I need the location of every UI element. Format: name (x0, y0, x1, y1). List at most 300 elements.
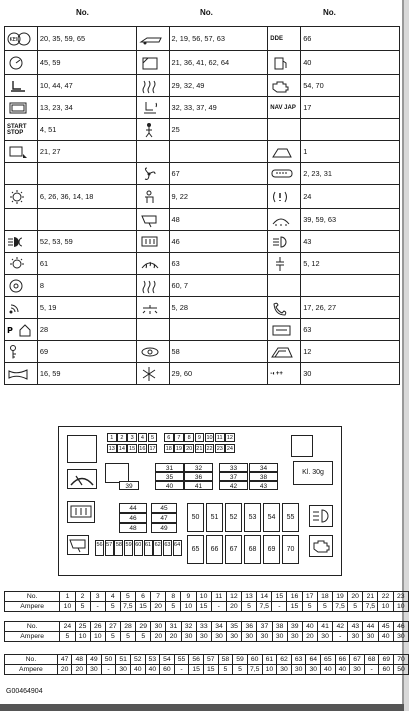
legend-fuse-numbers (301, 119, 400, 141)
ampere-value-cell: - (333, 632, 348, 642)
ampere-value-cell: 30 (116, 665, 131, 675)
fuse-11: 11 (216, 435, 223, 441)
ampere-value-cell: - (272, 602, 287, 612)
legend-fuse-numbers: 54, 70 (301, 75, 400, 97)
legend-row (5, 341, 400, 363)
fuse-number-cell: 35 (227, 622, 242, 632)
fuse-17: 17 (149, 446, 156, 452)
ampere-value-cell: 5 (60, 632, 75, 642)
fuse-15: 15 (129, 446, 136, 452)
legend-icon-cell (5, 319, 38, 341)
legend-icon-cell (5, 185, 38, 209)
fuse-number-cell: 46 (393, 622, 408, 632)
fuse-32: 32 (184, 463, 213, 472)
row-ampere (5, 665, 409, 675)
ampere-value-cell: 15 (196, 602, 211, 612)
legend-fuse-numbers: 10, 44, 47 (37, 75, 136, 97)
ampere-value-cell: 10 (181, 602, 196, 612)
dde-icon: DDE (270, 35, 283, 42)
legend-icon-cell (5, 341, 38, 363)
legend-row (5, 231, 400, 253)
ampere-value-cell: 7,5 (247, 665, 262, 675)
fuse-31: 31 (155, 463, 184, 472)
legend-fuse-numbers: 39, 59, 63 (301, 209, 400, 231)
legend-row (5, 75, 400, 97)
engine-icon (270, 78, 294, 94)
seat-heat-icon (139, 100, 163, 116)
airbag-icon (7, 31, 31, 47)
legend-fuse-numbers (37, 163, 136, 185)
fuse-number-cell: 2 (75, 592, 90, 602)
fuse-number-cell: 68 (364, 655, 379, 665)
legend-icon-cell (268, 97, 301, 119)
empty-slot-mid (105, 463, 129, 483)
ampere-value-cell: 5 (233, 665, 248, 675)
ampere-value-cell: 30 (196, 632, 211, 642)
ampere-table-2 (4, 621, 409, 642)
fuse-4: 4 (138, 433, 148, 442)
fuse-68: 68 (244, 535, 261, 564)
legend-fuse-numbers: 66 (301, 27, 400, 51)
fuse-number-cell: 37 (257, 622, 272, 632)
fuse-38: 38 (249, 472, 278, 481)
fuse-number-cell: 30 (151, 622, 166, 632)
legend-fuse-numbers: 21, 27 (37, 141, 136, 163)
legend-fuse-numbers: 2, 23, 31 (301, 163, 400, 185)
ampere-table-1 (4, 591, 409, 612)
legend-fuse-numbers: 52, 53, 59 (37, 231, 136, 253)
ampere-value-cell: 30 (272, 632, 287, 642)
header-no-1: No. (76, 8, 89, 17)
legend-fuse-numbers: 6, 26, 36, 14, 18 (37, 185, 136, 209)
fuse-number-cell: 27 (105, 622, 120, 632)
ampere-value-cell: 20 (302, 632, 317, 642)
fuse-12: 12 (226, 435, 233, 441)
legend-fuse-numbers: 5, 28 (169, 297, 268, 319)
dome-light-icon (139, 300, 163, 316)
fuse-49: 49 (151, 523, 177, 533)
nav-jap-icon: NAV JAP (270, 104, 296, 111)
key-icon (7, 344, 31, 360)
fuse-number-cell: 48 (72, 655, 87, 665)
legend-fuse-numbers: 45, 59 (37, 51, 136, 75)
fuse-number-cell: 20 (348, 592, 363, 602)
ampere-value-cell: 30 (291, 665, 306, 675)
fuse-63: 63 (163, 540, 172, 556)
fuse-56: 56 (95, 540, 104, 556)
legend-icon-cell (268, 141, 301, 163)
ampere-value-cell: - (101, 665, 116, 675)
ampere-value-cell: 60 (160, 665, 175, 675)
ampere-value-cell: 5 (166, 602, 181, 612)
gauge-icon (7, 55, 31, 71)
legend-row (5, 253, 400, 275)
legend-fuse-numbers: 63 (169, 253, 268, 275)
fuse-number-cell: 65 (321, 655, 336, 665)
fuse-number-cell: 43 (348, 622, 363, 632)
fuse-21: 21 (196, 446, 203, 452)
legend-icon-cell (268, 253, 301, 275)
car-window-icon (270, 344, 294, 360)
person-icon (139, 122, 163, 138)
fuse-number-cell: 3 (90, 592, 105, 602)
lights-icon (7, 234, 31, 250)
fuse-number-cell: 38 (272, 622, 287, 632)
fuse-69: 69 (263, 535, 280, 564)
legend-fuse-numbers: 60, 7 (169, 275, 268, 297)
legend-fuse-numbers: 69 (37, 341, 136, 363)
row-no (5, 592, 409, 602)
wireless-icon (7, 300, 31, 316)
fuse-number-cell: 45 (378, 622, 393, 632)
ampere-value-cell: 7,5 (120, 602, 135, 612)
legend-row (5, 27, 400, 51)
legend-icon-cell (5, 141, 38, 163)
fuse-number-cell: 69 (379, 655, 394, 665)
ampere-value-cell: 30 (318, 632, 333, 642)
legend-icon-cell (136, 75, 169, 97)
legend-icon-cell (5, 163, 38, 185)
ampere-value-cell: 20 (151, 632, 166, 642)
fuse-number-cell: 5 (120, 592, 135, 602)
legend-icon-cell (136, 253, 169, 275)
ampere-value-cell: 5 (348, 602, 363, 612)
fuse-number-cell: 10 (196, 592, 211, 602)
fuse-number-cell: 4 (105, 592, 120, 602)
ampere-value-cell: 20 (72, 665, 87, 675)
hood-icon (139, 31, 163, 47)
fuse-number-cell: 24 (60, 622, 75, 632)
no-label: No. (5, 655, 58, 665)
fuse-number-cell: 29 (136, 622, 151, 632)
fuse-number-cell: 6 (135, 592, 150, 602)
legend-row (5, 363, 400, 385)
fuse-number-cell: 42 (333, 622, 348, 632)
ampere-value-cell: 30 (287, 632, 302, 642)
fuse-number-cell: 62 (277, 655, 292, 665)
ampere-value-cell: 30 (363, 632, 378, 642)
fuse-number-cell: 21 (363, 592, 378, 602)
fuse-number-cell: 1 (60, 592, 75, 602)
ampere-value-cell: - (364, 665, 379, 675)
fuse-34: 34 (249, 463, 278, 472)
fuse-number-cell: 19 (332, 592, 347, 602)
ampere-value-cell: 30 (393, 632, 408, 642)
fuse-number-cell: 25 (75, 622, 90, 632)
headlight-adjust-icon (270, 234, 294, 250)
legend-icon-cell (5, 27, 38, 51)
park-home-icon (7, 322, 31, 338)
legend-fuse-numbers: 17 (301, 97, 400, 119)
socket-icon: -◐++ (270, 370, 283, 377)
empty-slot-top-left (67, 435, 97, 463)
start-stop-icon: START STOP (7, 123, 27, 136)
fuse-7: 7 (174, 433, 184, 442)
fuse-number-cell: 36 (242, 622, 257, 632)
fuse-65: 65 (187, 535, 204, 564)
legend-icon-cell (136, 51, 169, 75)
legend-icon-cell (5, 51, 38, 75)
legend-row (5, 51, 400, 75)
ampere-value-cell: 60 (379, 665, 394, 675)
legend-icon-cell (268, 163, 301, 185)
display-icon (7, 100, 31, 116)
legend-icon-cell (136, 363, 169, 385)
ampere-value-cell: 30 (211, 632, 226, 642)
legend-icon-cell (268, 275, 301, 297)
legend-icon-cell (268, 209, 301, 231)
legend-row (5, 163, 400, 185)
ampere-value-cell: 15 (287, 602, 302, 612)
ampere-value-cell: 10 (75, 632, 90, 642)
legend-fuse-numbers: 5, 12 (301, 253, 400, 275)
legend-icon-cell (268, 341, 301, 363)
row-no (5, 622, 409, 632)
engine-icon (309, 535, 333, 557)
fuse-50: 50 (187, 503, 204, 532)
legend-icon-cell (5, 253, 38, 275)
legend-icon-cell (136, 231, 169, 253)
fuse-number-cell: 22 (378, 592, 393, 602)
ampere-value-cell: 30 (242, 632, 257, 642)
legend-fuse-numbers: 21, 36, 41, 62, 64 (169, 51, 268, 75)
legend-row (5, 141, 400, 163)
legend-fuse-numbers: 46 (169, 231, 268, 253)
fuse-number-cell: 66 (335, 655, 350, 665)
legend-icon-cell (5, 275, 38, 297)
eye-icon (139, 344, 163, 360)
legend-fuse-numbers: 16, 59 (37, 363, 136, 385)
legend-row (5, 119, 400, 141)
legend-row (5, 297, 400, 319)
fuse-number-cell: 40 (302, 622, 317, 632)
fuse-number-cell: 18 (317, 592, 332, 602)
header-no-3: No. (323, 8, 336, 17)
legend-row (5, 275, 400, 297)
cd-icon (7, 278, 31, 294)
fuse-number-cell: 64 (306, 655, 321, 665)
fuse-number-cell: 41 (318, 622, 333, 632)
ampere-value-cell: 15 (135, 602, 150, 612)
fan-icon (139, 166, 163, 182)
fuse-55: 55 (282, 503, 299, 532)
fuse-number-cell: 39 (287, 622, 302, 632)
fuse-59: 59 (124, 540, 133, 556)
fuse-number-cell: 14 (257, 592, 272, 602)
legend-fuse-numbers (301, 275, 400, 297)
rear-defrost-icon (139, 234, 163, 250)
fuse-number-cell: 52 (130, 655, 145, 665)
fuse-13: 13 (108, 446, 115, 452)
fuse-box-diagram (58, 426, 342, 576)
legend-icon-cell (268, 75, 301, 97)
fuse-number-cell: 16 (287, 592, 302, 602)
fuse-37: 37 (219, 472, 248, 481)
display-arrow-icon (7, 144, 31, 160)
legend-fuse-numbers: 24 (301, 185, 400, 209)
legend-fuse-numbers: 9, 22 (169, 185, 268, 209)
ampere-value-cell: 5 (105, 602, 120, 612)
svg-text:P: P (7, 325, 13, 335)
fuse-53: 53 (244, 503, 261, 532)
horn-icon (7, 366, 31, 382)
row-ampere (5, 632, 409, 642)
phone-icon (270, 300, 294, 316)
ampere-value-cell: 5 (105, 632, 120, 642)
fuse-number-cell: 23 (393, 592, 408, 602)
legend-fuse-numbers: 8 (37, 275, 136, 297)
fuse-number-cell: 17 (302, 592, 317, 602)
wiper-heat-icon (139, 256, 163, 272)
ampere-value-cell: 15 (203, 665, 218, 675)
ampere-value-cell: 5 (120, 632, 135, 642)
ampere-value-cell: 5 (136, 632, 151, 642)
legend-row (5, 209, 400, 231)
fuse-62: 62 (153, 540, 162, 556)
ampere-value-cell: - (211, 602, 226, 612)
legend-fuse-numbers: 13, 23, 34 (37, 97, 136, 119)
legend-icon-cell (5, 297, 38, 319)
fuse-42: 42 (219, 481, 248, 490)
fuse-3: 3 (127, 433, 137, 442)
seat-adjust-icon (7, 78, 31, 94)
fuse-6: 6 (164, 433, 174, 442)
ampere-value-cell: 7,5 (257, 602, 272, 612)
fuse-number-cell: 28 (120, 622, 135, 632)
rear-window-icon (270, 144, 294, 160)
headlight-adjust-icon (309, 505, 333, 527)
fuse-64: 64 (173, 540, 182, 556)
fuse-number-cell: 67 (350, 655, 365, 665)
ampere-value-cell: 5 (241, 602, 256, 612)
fuse-number-cell: 56 (189, 655, 204, 665)
no-label: No. (5, 622, 60, 632)
legend-icon-cell (5, 209, 38, 231)
legend-icon-cell (136, 97, 169, 119)
ampere-value-cell: 20 (57, 665, 72, 675)
legend-fuse-numbers: 61 (37, 253, 136, 275)
fuse-67: 67 (225, 535, 242, 564)
legend-icon-cell (136, 297, 169, 319)
ampere-value-cell: 40 (321, 665, 336, 675)
ampere-value-cell: 40 (335, 665, 350, 675)
legend-icon-cell (268, 319, 301, 341)
badge-icon (270, 166, 294, 182)
fuse-9: 9 (195, 433, 205, 442)
fuse-number-cell: 53 (145, 655, 160, 665)
legend-fuse-numbers: 1 (301, 141, 400, 163)
fuse-number-cell: 13 (241, 592, 256, 602)
ampere-value-cell: 40 (130, 665, 145, 675)
fuse-60: 60 (134, 540, 143, 556)
ampere-value-cell: 40 (145, 665, 160, 675)
fuse-number-cell: 8 (166, 592, 181, 602)
legend-icon-cell (268, 51, 301, 75)
fuse-number-cell: 33 (196, 622, 211, 632)
legend-fuse-numbers: 12 (301, 341, 400, 363)
ampere-value-cell: 10 (262, 665, 277, 675)
heat-icon (139, 278, 163, 294)
fuse-48: 48 (119, 523, 147, 533)
fuse-1: 1 (107, 433, 117, 442)
figure-code: G00464904 (6, 688, 43, 695)
fuse-number-cell: 60 (247, 655, 262, 665)
legend-fuse-numbers (169, 319, 268, 341)
legend-icon-cell (136, 275, 169, 297)
legend-icon-cell (136, 119, 169, 141)
fuse-number-cell: 51 (116, 655, 131, 665)
legend-fuse-numbers: 2, 19, 56, 57, 63 (169, 27, 268, 51)
ampere-table-3 (4, 654, 409, 675)
fuel-pump-icon (270, 55, 294, 71)
fuse-2: 2 (117, 433, 127, 442)
occupant-icon (139, 189, 163, 205)
terminal-kl30g: Kl. 30g (293, 461, 333, 485)
ampere-value-cell: 30 (227, 632, 242, 642)
legend-fuse-numbers: 29, 32, 49 (169, 75, 268, 97)
legend-fuse-numbers (37, 209, 136, 231)
legend-icon-cell (5, 363, 38, 385)
legend-fuse-numbers: 5, 19 (37, 297, 136, 319)
ampere-value-cell: 10 (393, 602, 408, 612)
ampere-value-cell: 40 (378, 632, 393, 642)
legend-icon-cell (136, 209, 169, 231)
legend-fuse-numbers: 48 (169, 209, 268, 231)
legend-icon-cell (5, 119, 38, 141)
wiper-icon (67, 469, 97, 489)
fuse-number-cell: 61 (262, 655, 277, 665)
legend-icon-cell (268, 185, 301, 209)
ampere-label: Ampere (5, 632, 60, 642)
fuse-39: 39 (119, 481, 139, 490)
legend-icon-cell (136, 141, 169, 163)
ampere-value-cell: 5 (75, 602, 90, 612)
fuse-number-cell: 34 (211, 622, 226, 632)
legend-row (5, 97, 400, 119)
fuse-45: 45 (151, 503, 177, 513)
ampere-value-cell: 30 (277, 665, 292, 675)
fuse-number-cell: 59 (233, 655, 248, 665)
ampere-value-cell: 15 (189, 665, 204, 675)
legend-fuse-numbers: 20, 35, 59, 65 (37, 27, 136, 51)
legend-icon-cell (136, 341, 169, 363)
legend-icon-cell (5, 75, 38, 97)
legend-icon-cell (136, 27, 169, 51)
charge-icon (270, 256, 294, 272)
fuse-57: 57 (105, 540, 114, 556)
legend-row (5, 319, 400, 341)
ampere-value-cell: 20 (166, 632, 181, 642)
legend-fuse-numbers: 43 (301, 231, 400, 253)
ampere-value-cell: 30 (306, 665, 321, 675)
fuse-24: 24 (226, 446, 233, 452)
sun-gear-icon (7, 189, 31, 205)
ampere-value-cell: 30 (181, 632, 196, 642)
interior-light-icon (7, 256, 31, 272)
fuse-number-cell: 12 (226, 592, 241, 602)
ampere-label: Ampere (5, 602, 60, 612)
fuse-number-cell: 50 (101, 655, 116, 665)
legend-fuse-numbers: 25 (169, 119, 268, 141)
fuse-66: 66 (206, 535, 223, 564)
legend-fuse-numbers: 40 (301, 51, 400, 75)
empty-slot-top-right (291, 435, 313, 457)
legend-row (5, 185, 400, 209)
fuse-number-cell: 70 (394, 655, 409, 665)
fuse-5: 5 (148, 433, 158, 442)
fuse-51: 51 (206, 503, 223, 532)
mirror-icon (67, 535, 89, 555)
